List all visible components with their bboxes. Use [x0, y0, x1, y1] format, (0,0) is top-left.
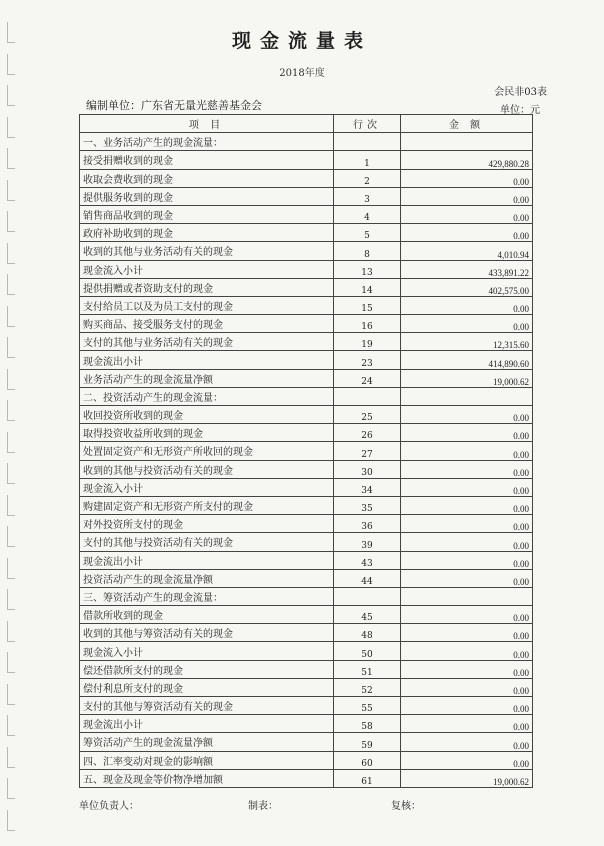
table-row [80, 642, 533, 660]
row-item-label: 支付的其他与业务活动有关的现金 [80, 333, 334, 351]
row-amount: 0.00 [401, 406, 533, 424]
row-amount: 0.00 [401, 569, 533, 587]
binding-mark [7, 432, 15, 453]
binding-mark [7, 558, 15, 579]
binding-mark [7, 148, 15, 169]
row-item-label: 偿付利息所支付的现金 [80, 678, 334, 696]
row-line-number: 39 [334, 533, 401, 551]
table-row [80, 769, 533, 787]
row-amount: 0.00 [401, 515, 533, 533]
row-item-label: 现金流出小计 [80, 715, 334, 733]
binding-mark [7, 274, 15, 295]
row-line-number: 52 [334, 678, 401, 696]
row-amount: 4,010.94 [401, 242, 533, 260]
row-line-number: 35 [334, 496, 401, 514]
row-line-number: 8 [334, 242, 401, 260]
row-line-number: 50 [334, 642, 401, 660]
row-item-label: 提供捐赠或者资助支付的现金 [80, 278, 334, 296]
table-row [80, 551, 533, 569]
row-item-label: 偿还借款所支付的现金 [80, 660, 334, 678]
row-item-label: 现金流入小计 [80, 642, 334, 660]
header-line: 行次 [334, 115, 401, 133]
table-row [80, 569, 533, 587]
table-row [80, 406, 533, 424]
row-amount: 0.00 [401, 642, 533, 660]
table-row [80, 660, 533, 678]
row-item-label: 借款所收到的现金 [80, 606, 334, 624]
row-line-number: 5 [334, 224, 401, 242]
row-item-label: 筹资活动产生的现金流量净额 [80, 733, 334, 751]
table-row [80, 424, 533, 442]
row-amount [401, 133, 533, 151]
row-amount: 402,575.00 [401, 278, 533, 296]
row-line-number: 34 [334, 478, 401, 496]
row-item-label: 二、投资活动产生的现金流量： [80, 387, 334, 405]
binding-mark [7, 621, 15, 642]
binding-mark [7, 810, 15, 831]
binding-mark [7, 495, 15, 516]
row-item-label: 现金流入小计 [80, 478, 334, 496]
row-amount [401, 587, 533, 605]
header-item: 项 目 [80, 115, 334, 133]
table-row [80, 624, 533, 642]
row-item-label: 一、业务活动产生的现金流量： [80, 133, 334, 151]
row-item-label: 购买商品、接受服务支付的现金 [80, 315, 334, 333]
row-amount: 0.00 [401, 606, 533, 624]
table-row [80, 242, 533, 260]
table-row [80, 460, 533, 478]
binding-mark [7, 684, 15, 705]
statement-title: 现金流量表 [231, 30, 372, 52]
row-amount: 0.00 [401, 715, 533, 733]
table-row [80, 733, 533, 751]
row-item-label: 支付的其他与投资活动有关的现金 [80, 533, 334, 551]
row-amount: 0.00 [401, 751, 533, 769]
row-item-label: 投资活动产生的现金流量净额 [80, 569, 334, 587]
fiscal-year: 2018年度 [279, 68, 325, 79]
row-amount: 0.00 [401, 205, 533, 223]
table-row [80, 606, 533, 624]
row-item-label: 现金流入小计 [80, 260, 334, 278]
row-amount: 0.00 [401, 169, 533, 187]
footer-preparer-signature: 制表： [248, 801, 278, 812]
row-line-number: 23 [334, 351, 401, 369]
table-row [80, 751, 533, 769]
binding-mark [7, 306, 15, 327]
currency-unit: 单位：元 [500, 105, 540, 116]
row-amount [401, 387, 533, 405]
row-item-label: 五、现金及现金等价物净增加额 [80, 769, 334, 787]
row-item-label: 四、汇率变动对现金的影响额 [80, 751, 334, 769]
table-row [80, 224, 533, 242]
table-row [80, 678, 533, 696]
row-amount: 19,000.62 [401, 369, 533, 387]
binding-mark [7, 400, 15, 421]
row-line-number: 59 [334, 733, 401, 751]
row-line-number: 2 [334, 169, 401, 187]
binding-mark [7, 463, 15, 484]
binding-mark [7, 85, 15, 106]
binding-mark [7, 337, 15, 358]
row-amount: 0.00 [401, 187, 533, 205]
row-amount: 433,891.22 [401, 260, 533, 278]
row-amount: 0.00 [401, 460, 533, 478]
row-line-number: 1 [334, 151, 401, 169]
row-line-number: 24 [334, 369, 401, 387]
row-item-label: 购建固定资产和无形资产所支付的现金 [80, 496, 334, 514]
row-line-number [334, 587, 401, 605]
table-row [80, 533, 533, 551]
row-item-label: 收到的其他与筹资活动有关的现金 [80, 624, 334, 642]
row-line-number: 15 [334, 296, 401, 314]
row-line-number: 13 [334, 260, 401, 278]
table-row [80, 442, 533, 460]
row-line-number: 3 [334, 187, 401, 205]
row-amount: 0.00 [401, 315, 533, 333]
table-row [80, 333, 533, 351]
row-item-label: 政府补助收到的现金 [80, 224, 334, 242]
binding-mark [7, 211, 15, 232]
binding-mark [7, 778, 15, 799]
row-line-number: 60 [334, 751, 401, 769]
form-number: 会民非03表 [494, 87, 547, 98]
row-line-number: 44 [334, 569, 401, 587]
binding-mark [7, 180, 15, 201]
row-item-label: 现金流出小计 [80, 351, 334, 369]
row-line-number [334, 133, 401, 151]
preparing-organization: 编制单位：广东省无量光慈善基金会 [86, 99, 262, 112]
row-item-label: 三、筹资活动产生的现金流量： [80, 587, 334, 605]
row-amount: 0.00 [401, 533, 533, 551]
row-amount: 0.00 [401, 442, 533, 460]
binding-mark [7, 589, 15, 610]
table-row [80, 296, 533, 314]
table-row [80, 515, 533, 533]
row-item-label: 支付的其他与筹资活动有关的现金 [80, 697, 334, 715]
row-line-number: 43 [334, 551, 401, 569]
row-item-label: 对外投资所支付的现金 [80, 515, 334, 533]
binding-mark [7, 747, 15, 768]
row-item-label: 收到的其他与业务活动有关的现金 [80, 242, 334, 260]
row-line-number: 27 [334, 442, 401, 460]
table-row [80, 587, 533, 605]
row-item-label: 业务活动产生的现金流量净额 [80, 369, 334, 387]
row-amount: 0.00 [401, 551, 533, 569]
row-amount: 19,000.62 [401, 769, 533, 787]
row-amount: 429,880.28 [401, 151, 533, 169]
table-header-row [80, 115, 533, 133]
row-line-number: 16 [334, 315, 401, 333]
binding-margin [0, 0, 22, 846]
row-line-number: 51 [334, 660, 401, 678]
row-amount: 0.00 [401, 424, 533, 442]
row-amount: 0.00 [401, 660, 533, 678]
row-line-number: 45 [334, 606, 401, 624]
table-row [80, 187, 533, 205]
table-row [80, 715, 533, 733]
binding-mark [7, 369, 15, 390]
table-row [80, 260, 533, 278]
table-row [80, 351, 533, 369]
row-line-number: 25 [334, 406, 401, 424]
row-item-label: 支付给员工以及为员工支付的现金 [80, 296, 334, 314]
cash-flow-table [79, 114, 533, 788]
footer-reviewer-signature: 复核： [391, 801, 421, 812]
row-line-number: 48 [334, 624, 401, 642]
binding-mark [7, 526, 15, 547]
row-amount: 0.00 [401, 733, 533, 751]
row-item-label: 销售商品收到的现金 [80, 205, 334, 223]
row-line-number: 36 [334, 515, 401, 533]
table-row [80, 369, 533, 387]
row-line-number: 4 [334, 205, 401, 223]
header-amount: 金 额 [401, 115, 533, 133]
row-line-number: 14 [334, 278, 401, 296]
row-item-label: 取得投资收益所收到的现金 [80, 424, 334, 442]
row-line-number: 55 [334, 697, 401, 715]
row-item-label: 收取会费收到的现金 [80, 169, 334, 187]
row-line-number: 30 [334, 460, 401, 478]
table-row [80, 151, 533, 169]
row-item-label: 收到的其他与投资活动有关的现金 [80, 460, 334, 478]
table-row [80, 205, 533, 223]
binding-mark [7, 715, 15, 736]
row-amount: 0.00 [401, 296, 533, 314]
table-row [80, 169, 533, 187]
table-row [80, 133, 533, 151]
binding-mark [7, 652, 15, 673]
table-row [80, 478, 533, 496]
row-amount: 0.00 [401, 478, 533, 496]
footer-head-signature: 单位负责人： [79, 801, 139, 812]
row-line-number: 26 [334, 424, 401, 442]
row-line-number: 58 [334, 715, 401, 733]
row-item-label: 现金流出小计 [80, 551, 334, 569]
row-line-number [334, 387, 401, 405]
row-line-number: 61 [334, 769, 401, 787]
table-row [80, 315, 533, 333]
row-amount: 0.00 [401, 624, 533, 642]
row-amount: 0.00 [401, 678, 533, 696]
row-line-number: 19 [334, 333, 401, 351]
table-row [80, 496, 533, 514]
table-row [80, 387, 533, 405]
row-item-label: 接受捐赠收到的现金 [80, 151, 334, 169]
table-row [80, 278, 533, 296]
row-amount: 414,890.60 [401, 351, 533, 369]
table-row [80, 697, 533, 715]
row-amount: 0.00 [401, 496, 533, 514]
row-amount: 12,315.60 [401, 333, 533, 351]
binding-mark [7, 243, 15, 264]
row-item-label: 提供服务收到的现金 [80, 187, 334, 205]
row-amount: 0.00 [401, 697, 533, 715]
binding-mark [7, 117, 15, 138]
row-item-label: 处置固定资产和无形资产所收回的现金 [80, 442, 334, 460]
row-amount: 0.00 [401, 224, 533, 242]
row-item-label: 收回投资所收到的现金 [80, 406, 334, 424]
